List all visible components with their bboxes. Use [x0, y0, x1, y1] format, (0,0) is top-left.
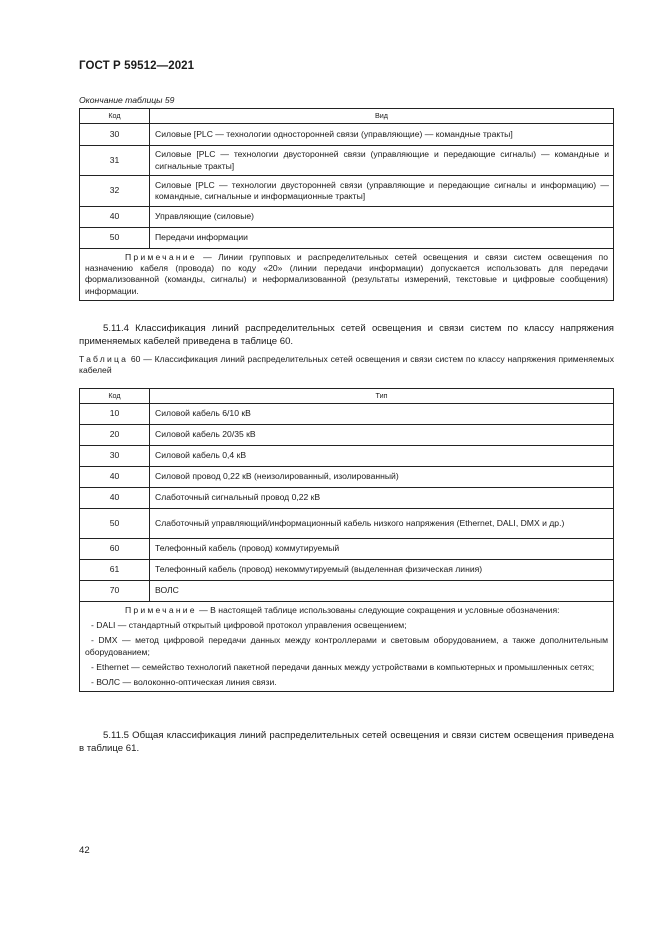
- table-60: [79, 388, 614, 692]
- note-item-dali: - DALI — стандартный открытый цифровой протокол управления освещением;: [91, 620, 407, 631]
- table-row: [80, 488, 614, 509]
- table-row: [80, 539, 614, 560]
- note-text: — Линии групповых и распределительных сетей освещения и связи систем освещения по назначению кабеля (провода) по коду «20» (линии передачи информации) допускается использовать для передачи формализованной (команды, сигналы) и неформализованной (результаты измерений, текстовые и цифровые сообщения) информации.: [85, 252, 608, 296]
- row-text: Силовые [PLC — технологии односторонней связи (управляющие) — командные тракты]: [150, 124, 614, 146]
- table-row: [80, 146, 614, 176]
- table-row: [80, 425, 614, 446]
- row-text: Телефонный кабель (провод) коммутируемый: [150, 539, 614, 560]
- table-row: [80, 446, 614, 467]
- row-text: Силовой кабель 0,4 кВ: [150, 446, 614, 467]
- table60-note: [80, 602, 614, 692]
- row-text: Телефонный кабель (провод) некоммутируемый (выделенная физическая линия): [150, 560, 614, 581]
- note-label: Примечание: [125, 252, 197, 262]
- paragraph-5-11-5: 5.11.5 Общая классификация линий распределительных сетей освещения и связи систем освещения приведена в таблице 61.: [79, 730, 614, 754]
- row-text: Силовой кабель 6/10 кВ: [150, 404, 614, 425]
- row-text: Силовой провод 0,22 кВ (неизолированный, изолированный): [150, 467, 614, 488]
- table-59: [79, 108, 614, 301]
- caption-text: 60 — Классификация линий распределительных сетей освещения и связи систем по классу напряжения применяемых кабелей: [79, 354, 614, 375]
- note-item-vols: - ВОЛС — волоконно-оптическая линия связи.: [91, 677, 277, 688]
- row-text: Передачи информации: [150, 228, 614, 249]
- table-row: [80, 509, 614, 539]
- row-text: ВОЛС: [150, 581, 614, 602]
- row-code: 50: [80, 228, 150, 249]
- table-row: [80, 207, 614, 228]
- row-code: 61: [80, 560, 150, 581]
- row-text: Слаботочный сигнальный провод 0,22 кВ: [150, 488, 614, 509]
- row-code: 30: [80, 124, 150, 146]
- row-code: 30: [80, 446, 150, 467]
- note-row: [80, 602, 614, 692]
- table-row: [80, 467, 614, 488]
- col-code-header: Код: [80, 109, 150, 124]
- row-code: 40: [80, 488, 150, 509]
- row-text: Управляющие (силовые): [150, 207, 614, 228]
- note-row: [80, 249, 614, 301]
- row-code: 20: [80, 425, 150, 446]
- caption-label: Таблица: [79, 354, 129, 364]
- row-code: 31: [80, 146, 150, 176]
- note-item-ethernet: - Ethernet — семейство технологий пакетной передачи данных между устройствами в компьютерных и промышленных сетях;: [91, 661, 595, 672]
- table-row: [80, 124, 614, 146]
- row-text: Слаботочный управляющий/информационный кабель низкого напряжения (Ethernet, DALI, DMX и др.): [150, 509, 614, 539]
- paragraph-5-11-4: 5.11.4 Классификация линий распределительных сетей освещения и связи систем по классу напряжения применяемых кабелей приведена в таблице 60.: [79, 323, 614, 347]
- row-text: Силовой кабель 20/35 кВ: [150, 425, 614, 446]
- table59-note: [80, 249, 614, 301]
- col-kind-header: Вид: [150, 109, 614, 124]
- col-type-header: Тип: [150, 389, 614, 404]
- page-number: 42: [79, 845, 90, 856]
- row-code: 60: [80, 539, 150, 560]
- row-text: Силовые [PLC — технологии двусторонней связи (управляющие и передающие сигналы) — командные и сигнальные тракты]: [150, 146, 614, 176]
- note-label: Примечание: [125, 605, 197, 615]
- table-row: [80, 228, 614, 249]
- col-code-header: Код: [80, 389, 150, 404]
- row-code: 10: [80, 404, 150, 425]
- table-row: [80, 404, 614, 425]
- row-code: 70: [80, 581, 150, 602]
- table-row: [80, 560, 614, 581]
- row-code: 32: [80, 176, 150, 207]
- note-item-dmx: - DMX — метод цифровой передачи данных между контроллерами и световым оборудованием, а также дополнительным оборудованием;: [85, 635, 608, 657]
- row-code: 40: [80, 207, 150, 228]
- row-code: 40: [80, 467, 150, 488]
- table-row: [80, 176, 614, 207]
- row-text: Силовые [PLC — технологии двусторонней связи (управляющие и передающие сигналы и информацию) — командные, сигнальные и информационные тракты]: [150, 176, 614, 207]
- row-code: 50: [80, 509, 150, 539]
- document-header: ГОСТ Р 59512—2021: [79, 60, 195, 72]
- note-intro: — В настоящей таблице использованы следующие сокращения и условные обозначения:: [196, 605, 560, 615]
- table60-caption: [79, 354, 614, 376]
- table59-caption: Окончание таблицы 59: [79, 95, 175, 105]
- table-row: [80, 581, 614, 602]
